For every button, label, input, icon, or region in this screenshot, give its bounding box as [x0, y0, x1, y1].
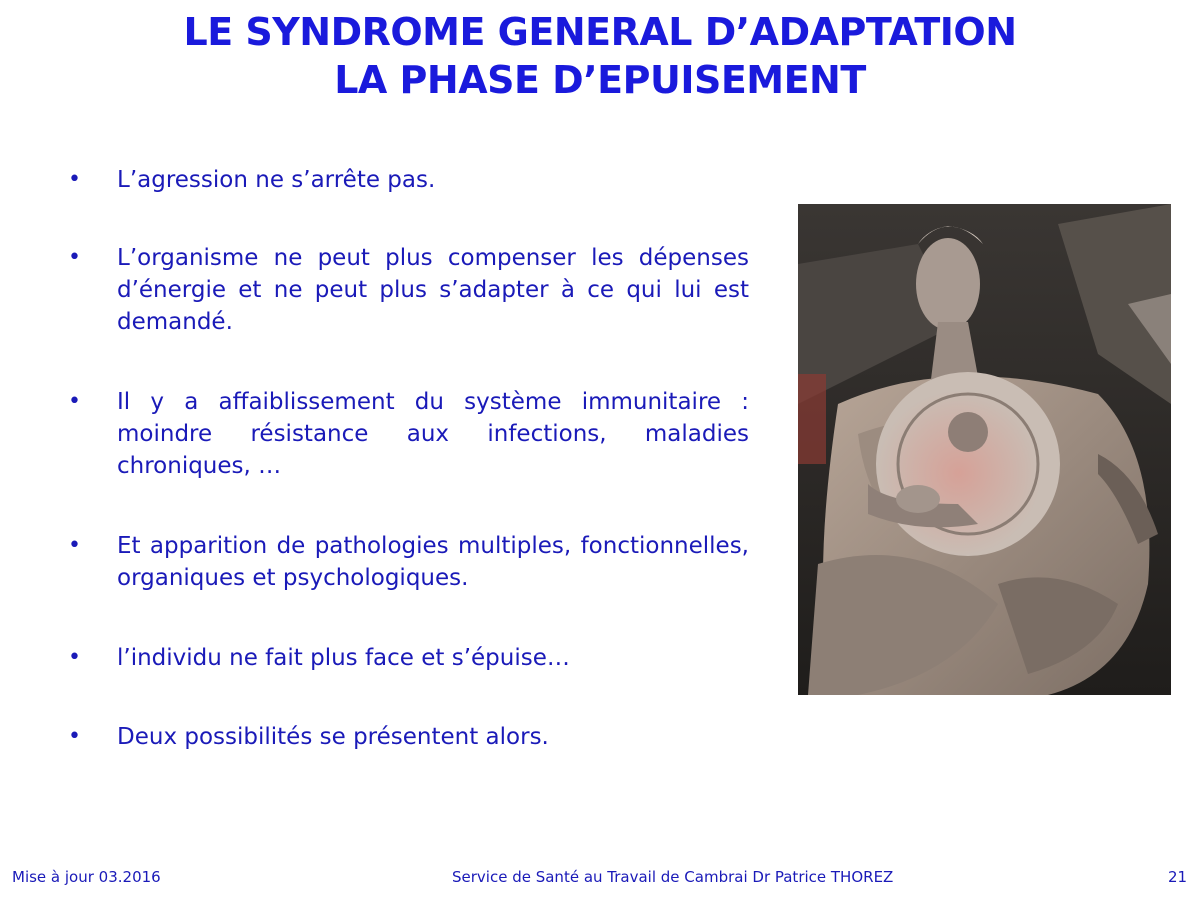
footer-page-number: 21 — [1168, 868, 1188, 886]
slide-title — [0, 8, 1200, 104]
bullet-item — [64, 642, 749, 674]
bullet-text: Il y a affaiblissement du système immunitaire : moindre résistance aux infections, maladies chroniques, … — [117, 389, 749, 479]
bullet-dot: • — [68, 724, 81, 749]
bullet-dot: • — [68, 245, 81, 270]
footer-date: Mise à jour 03.2016 — [12, 868, 161, 886]
bullet-item — [64, 164, 749, 196]
bullet-dot: • — [68, 645, 81, 670]
footer-service: Service de Santé au Travail de Cambrai Dr Patrice THOREZ — [452, 868, 894, 886]
title-line-2: LA PHASE D’EPUISEMENT — [334, 58, 866, 102]
bullet-text: L’agression ne s’arrête pas. — [117, 167, 436, 193]
bullet-text: Et apparition de pathologies multiples, fonctionnelles, organiques et psychologiques. — [117, 533, 749, 591]
bullet-item — [64, 530, 749, 594]
bullet-dot: • — [68, 533, 81, 558]
title-line-1: LE SYNDROME GENERAL D’ADAPTATION — [183, 10, 1017, 54]
bullet-item — [64, 721, 749, 753]
bullet-text: l’individu ne fait plus face et s’épuise… — [117, 645, 570, 671]
exhausted-person-photo — [798, 204, 1171, 695]
bullet-text: L’organisme ne peut plus compenser les dépenses d’énergie et ne peut plus s’adapter à ce qui lui est demandé. — [117, 245, 749, 335]
bullet-dot: • — [68, 167, 81, 192]
bullet-item — [64, 386, 749, 482]
bullet-item — [64, 242, 749, 338]
bullet-text: Deux possibilités se présentent alors. — [117, 724, 549, 750]
bullet-dot: • — [68, 389, 81, 414]
